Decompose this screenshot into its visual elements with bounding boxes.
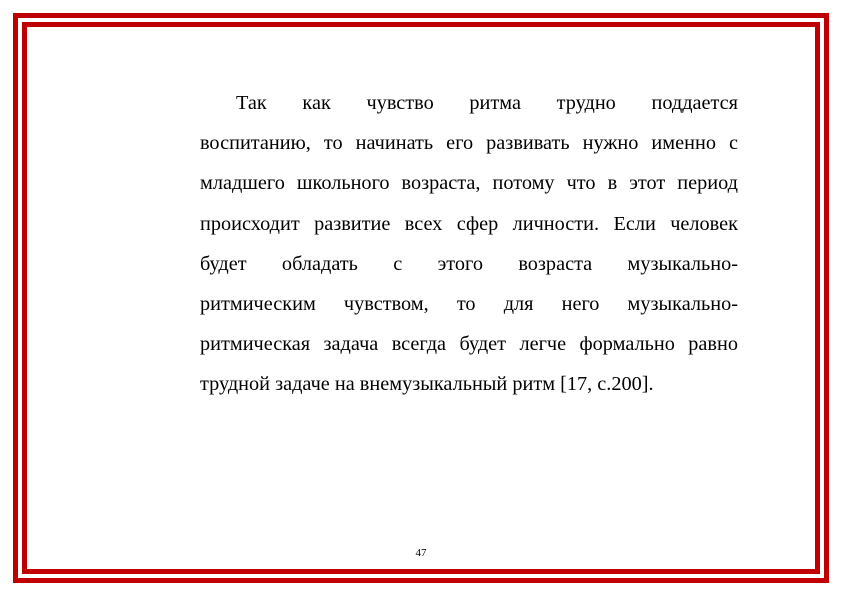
paragraph-line: Так как чувство ритма трудно поддается (236, 92, 738, 114)
paragraph-line: будет обладать с этого возраста музыкально- (200, 252, 738, 275)
paragraph-line: трудной задаче на внемузыкальный ритм [17, с.200]. (200, 373, 654, 396)
paragraph-line: ритмическим чувством, то для него музыкально- (200, 292, 738, 315)
paragraph-line: происходит развитие всех сфер личности. Если человек (200, 212, 738, 235)
body-paragraph (200, 83, 738, 405)
page-number: 47 (415, 547, 427, 559)
paragraph-line: ритмическая задача всегда будет легче формально равно (200, 333, 738, 356)
paragraph-line: младшего школьного возраста, потому что в этот период (200, 172, 738, 195)
paragraph-line: воспитанию, то начинать его развивать нужно именно с (200, 132, 738, 155)
